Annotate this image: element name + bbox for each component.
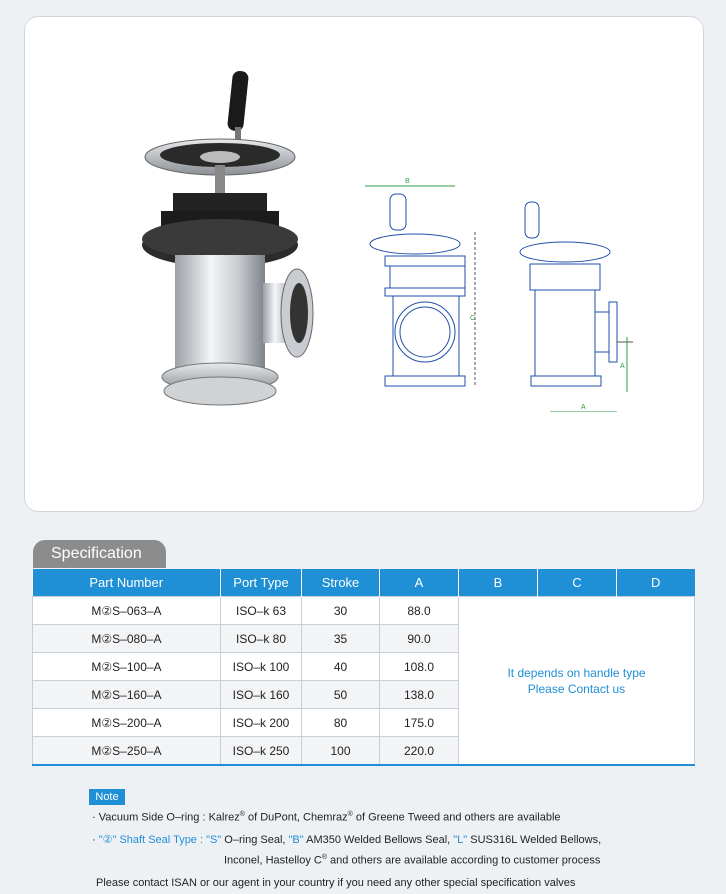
note-text: O–ring Seal,	[221, 834, 289, 846]
cell-a: 138.0	[380, 681, 459, 709]
header-a: A	[380, 569, 459, 597]
dimension-a-vertical-label: A	[620, 363, 625, 370]
specification-tab: Specification	[33, 540, 166, 568]
merged-contact-cell	[459, 597, 695, 766]
note-text: SUS316L Welded Bellows,	[467, 834, 602, 846]
dimension-a-horizontal-label: A	[581, 404, 586, 411]
cell-part-number: M②S–063–A	[33, 597, 221, 625]
cell-port-type: ISO–k 63	[221, 597, 302, 625]
cell-stroke: 35	[302, 625, 380, 653]
cell-stroke: 100	[302, 737, 380, 766]
note-line-materials	[224, 854, 600, 867]
note-text: of Greene Tweed and others are available	[352, 811, 561, 824]
product-card	[24, 16, 704, 512]
note-text: of DuPont, Chemraz	[244, 811, 348, 824]
valve-photo	[125, 65, 325, 415]
registered-mark: ®	[321, 854, 327, 861]
cell-port-type: ISO–k 80	[221, 625, 302, 653]
note-highlight: "S"	[206, 834, 222, 846]
technical-drawing	[355, 172, 655, 412]
cell-a: 175.0	[380, 709, 459, 737]
note-highlight: "B"	[288, 834, 304, 846]
note-text: and others are available according to customer process	[327, 854, 601, 867]
cell-port-type: ISO–k 100	[221, 653, 302, 681]
note-text: Inconel, Hastelloy C	[224, 854, 322, 867]
note-text: AM350 Welded Bellows Seal,	[303, 834, 454, 846]
cell-stroke: 50	[302, 681, 380, 709]
cell-port-type: ISO–k 160	[221, 681, 302, 709]
cell-part-number: M②S–100–A	[33, 653, 221, 681]
merged-line-2: Please Contact us	[527, 681, 626, 696]
registered-mark: ®	[239, 811, 245, 818]
note-highlight: "②" Shaft Seal Type :	[98, 834, 207, 846]
header-port-type: Port Type	[221, 569, 302, 597]
header-part-number: Part Number	[33, 569, 221, 597]
dimension-c-label: C	[470, 315, 476, 322]
cell-a: 108.0	[380, 653, 459, 681]
header-stroke: Stroke	[302, 569, 380, 597]
cell-stroke: 40	[302, 653, 380, 681]
note-line-contact: Please contact ISAN or our agent in your country if you need any other special specification valves	[96, 877, 576, 889]
cell-a: 88.0	[380, 597, 459, 625]
note-text: ·	[92, 834, 99, 846]
header-d: D	[617, 569, 695, 597]
registered-mark: ®	[347, 811, 353, 818]
cell-part-number: M②S–080–A	[33, 625, 221, 653]
cell-stroke: 80	[302, 709, 380, 737]
note-line-shaft-seal	[92, 833, 601, 846]
note-highlight: "L"	[453, 834, 468, 846]
table-header-row	[33, 569, 695, 597]
note-badge: Note	[89, 789, 125, 805]
dimension-b-label: B	[405, 178, 410, 185]
table-row	[33, 597, 695, 625]
cell-part-number: M②S–250–A	[33, 737, 221, 766]
cell-part-number: M②S–160–A	[33, 681, 221, 709]
cell-a: 220.0	[380, 737, 459, 766]
header-c: C	[538, 569, 617, 597]
cell-port-type: ISO–k 200	[221, 709, 302, 737]
cell-part-number: M②S–200–A	[33, 709, 221, 737]
note-line-oring	[92, 811, 561, 824]
cell-stroke: 30	[302, 597, 380, 625]
spec-table	[32, 569, 695, 766]
header-b: B	[459, 569, 538, 597]
cell-a: 90.0	[380, 625, 459, 653]
cell-port-type: ISO–k 250	[221, 737, 302, 766]
merged-line-1: It depends on handle type	[507, 665, 646, 680]
note-text: · Vacuum Side O–ring : Kalrez	[92, 811, 240, 824]
